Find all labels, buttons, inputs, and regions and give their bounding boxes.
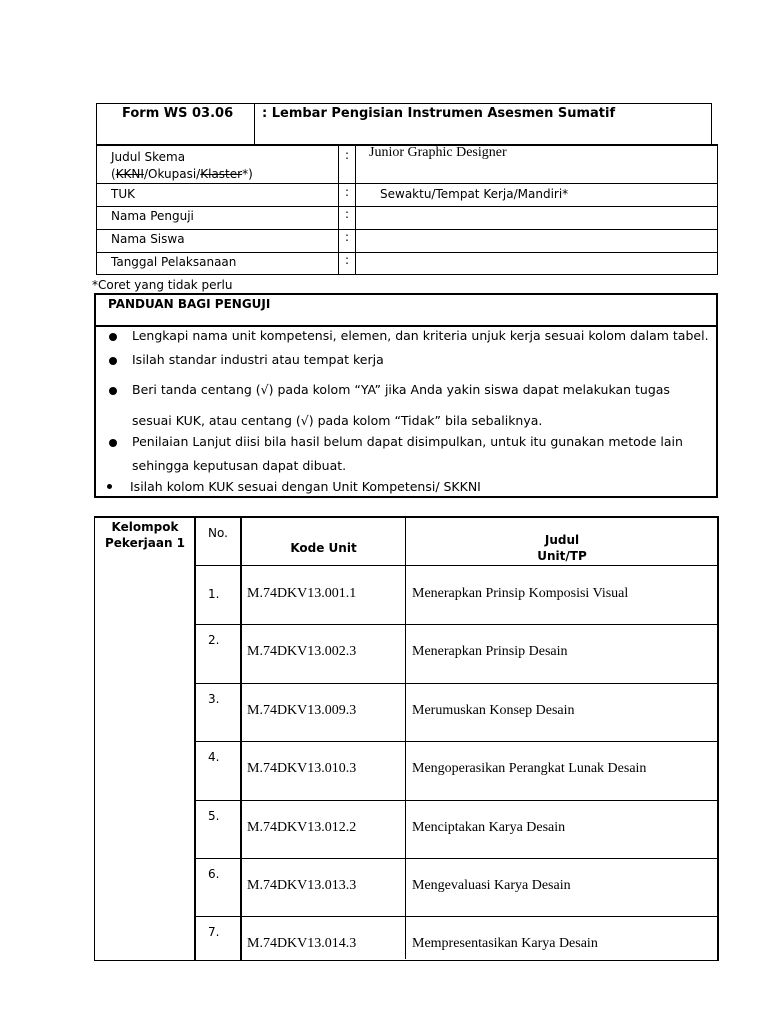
skema-value[interactable]: Junior Graphic Designer: [369, 145, 507, 160]
row-judul-unit: Mengevaluasi Karya Desain: [412, 878, 571, 893]
coret-note: *Coret yang tidak perlu: [92, 278, 233, 292]
siswa-field[interactable]: [357, 230, 716, 251]
penguji-field[interactable]: [357, 207, 716, 228]
skema-label: [111, 149, 253, 183]
table-row-line: [194, 800, 719, 801]
penguji-label: Nama Penguji: [111, 209, 194, 223]
bullet-icon: [107, 484, 112, 489]
group-label: [96, 519, 194, 551]
units-col-line: [194, 516, 196, 961]
info-table-divider: [355, 144, 356, 275]
bullet-icon: [109, 387, 117, 395]
col-judul-line2: Unit/TP: [537, 549, 587, 563]
tuk-value[interactable]: Sewaktu/Tempat Kerja/Mandiri*: [380, 187, 569, 201]
table-row-line: [194, 624, 719, 625]
tuk-colon: :: [345, 185, 350, 199]
row-kode-unit: M.74DKV13.013.3: [247, 878, 357, 893]
skema-kkni: KKNI: [115, 167, 144, 181]
panduan-item-1: Lengkapi nama unit kompetensi, elemen, dan kriteria unjuk kerja sesuai kolom dalam tabel.: [132, 328, 709, 343]
table-row-line: [194, 741, 719, 742]
row-kode-unit: M.74DKV13.014.3: [247, 936, 357, 951]
row-judul-unit: Menerapkan Prinsip Komposisi Visual: [412, 586, 629, 601]
group-label-line1: Kelompok: [111, 520, 179, 534]
row-judul-unit: Menciptakan Karya Desain: [412, 820, 566, 835]
units-table: [94, 516, 719, 961]
info-row-line: [96, 183, 718, 184]
row-no: 1.: [208, 587, 220, 601]
col-kode-header: Kode Unit: [290, 541, 357, 555]
skema-label-line1: Judul Skema: [111, 150, 186, 164]
row-judul-unit: Mempresentasikan Karya Desain: [412, 936, 598, 951]
col-no-header: No.: [208, 526, 228, 540]
units-header-line: [194, 565, 719, 566]
panduan-item-4b: sehingga keputusan dapat dibuat.: [132, 458, 347, 473]
skema-okupasi: /Okupasi/: [143, 167, 201, 181]
row-judul-unit: Merumuskan Konsep Desain: [412, 703, 575, 718]
panduan-item-3b: sesuai KUK, atau centang (√) pada kolom “Tidak” bila sebaliknya.: [132, 413, 543, 428]
col-judul-header: [406, 532, 718, 564]
row-kode-unit: M.74DKV13.002.3: [247, 644, 357, 659]
form-code: Form WS 03.06: [122, 106, 234, 121]
tanggal-colon: :: [345, 253, 350, 267]
row-judul-unit: Menerapkan Prinsip Desain: [412, 644, 568, 659]
units-col-line: [405, 516, 406, 959]
siswa-label: Nama Siswa: [111, 232, 185, 246]
row-no: 6.: [208, 867, 220, 881]
row-judul-unit: Mengoperasikan Perangkat Lunak Desain: [412, 761, 647, 776]
tanggal-field[interactable]: [357, 253, 716, 274]
group-label-line2: Pekerjaan 1: [104, 536, 186, 550]
bullet-icon: [109, 333, 117, 341]
form-title: : Lembar Pengisian Instrumen Asesmen Sumatif: [262, 106, 616, 121]
info-table-divider: [338, 144, 339, 275]
row-kode-unit: M.74DKV13.009.3: [247, 703, 357, 718]
panduan-item-2: Isilah standar industri atau tempat kerja: [132, 352, 384, 367]
penguji-colon: :: [345, 207, 350, 221]
skema-paren-close: *): [242, 167, 253, 181]
panduan-item-5: Isilah kolom KUK sesuai dengan Unit Kompetensi/ SKKNI: [130, 479, 481, 494]
units-col-line: [240, 516, 242, 961]
table-row-line: [194, 858, 719, 859]
skema-paren-open: (: [111, 167, 116, 181]
skema-label-line2: [111, 166, 253, 183]
col-judul-line1: Judul: [544, 533, 580, 547]
row-kode-unit: M.74DKV13.010.3: [247, 761, 357, 776]
tanggal-label: Tanggal Pelaksanaan: [111, 255, 237, 269]
panduan-item-4a: Penilaian Lanjut diisi bila hasil belum dapat disimpulkan, untuk itu gunakan metode lain: [132, 434, 683, 449]
panduan-item-3a: Beri tanda centang (√) pada kolom “YA” jika Anda yakin siswa dapat melakukan tugas: [132, 382, 670, 397]
bullet-icon: [109, 357, 117, 365]
bullet-icon: [109, 439, 117, 447]
row-no: 2.: [208, 633, 220, 647]
row-no: 5.: [208, 809, 220, 823]
row-no: 4.: [208, 750, 220, 764]
siswa-colon: :: [345, 230, 350, 244]
skema-klaster: Klaster: [200, 167, 243, 181]
table-row-line: [194, 916, 719, 917]
panduan-title-divider: [94, 325, 718, 327]
tuk-label: TUK: [111, 187, 135, 201]
form-header-divider: [254, 103, 255, 145]
panduan-title: PANDUAN BAGI PENGUJI: [108, 297, 271, 311]
row-no: 3.: [208, 692, 220, 706]
row-no: 7.: [208, 925, 220, 939]
row-kode-unit: M.74DKV13.012.2: [247, 820, 357, 835]
skema-colon: :: [345, 148, 350, 162]
table-row-line: [194, 683, 719, 684]
row-kode-unit: M.74DKV13.001.1: [247, 586, 357, 601]
